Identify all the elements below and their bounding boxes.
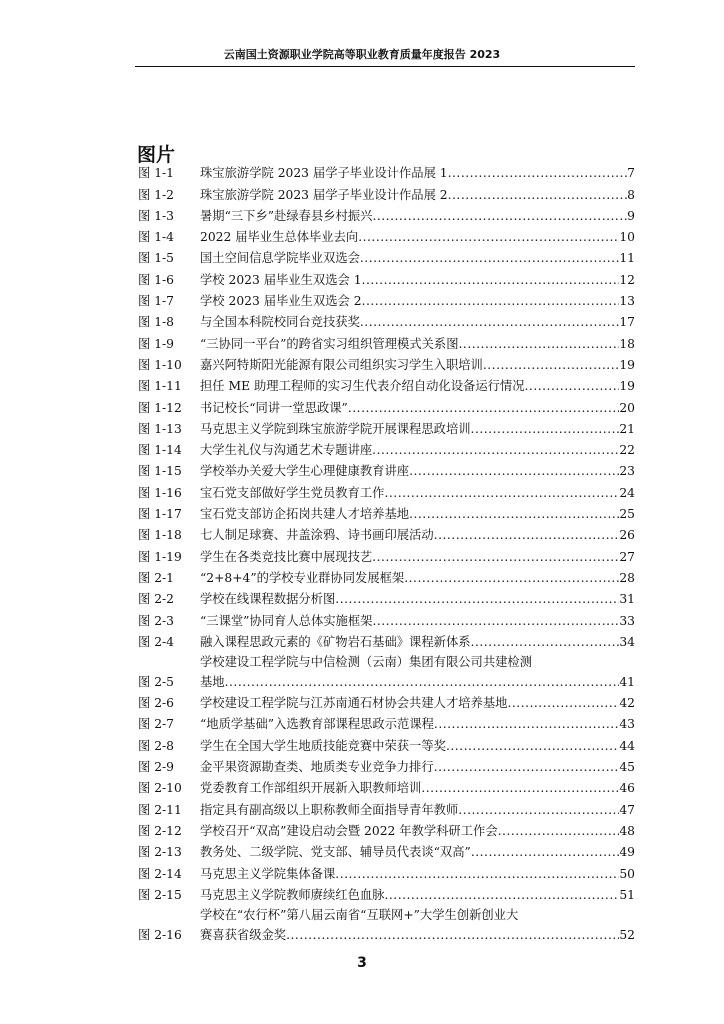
figure-number: 图 2-3	[138, 613, 175, 628]
leader-dots	[286, 925, 619, 945]
toc-entry[interactable]	[138, 905, 635, 945]
page-ref: 47	[619, 802, 635, 817]
figure-caption: 学生在各类竞技比赛中展现技艺	[200, 549, 373, 564]
figure-caption: “2+8+4”的学校专业群协同发展框架	[200, 570, 405, 585]
leader-dots	[404, 568, 619, 588]
leader-dots	[335, 864, 619, 884]
toc-entry[interactable]	[138, 162, 635, 183]
figure-number: 图 1-5	[138, 251, 175, 266]
figure-caption: 融入课程思政元素的《矿物岩石基础》课程新体系	[200, 634, 471, 649]
figure-caption: 学校在“农行杯”第八届云南省“互联网+”大学生创新创业大	[200, 907, 519, 922]
page-ref: 13	[619, 294, 635, 309]
leader-dots	[360, 312, 619, 332]
leader-dots	[362, 291, 620, 311]
figure-number: 图 1-13	[138, 421, 182, 436]
figure-number: 图 1-18	[138, 528, 182, 543]
leader-dots	[372, 206, 627, 226]
figure-caption: 学生在全国大学生地质技能竞赛中荣获一等奖	[200, 738, 446, 753]
toc-entry[interactable]	[138, 375, 635, 396]
figure-number: 图 1-17	[138, 507, 182, 522]
figure-number: 图 2-6	[138, 696, 175, 711]
toc-entry[interactable]	[138, 226, 635, 247]
figure-number: 图 1-16	[138, 485, 182, 500]
page-ref: 45	[619, 760, 635, 775]
figure-caption: 学校建设工程学院与江苏南通石材协会共建人才培养基地	[200, 696, 508, 711]
page-ref: 26	[619, 528, 635, 543]
toc-entry[interactable]	[138, 567, 635, 588]
page-ref: 28	[619, 570, 635, 585]
toc-entry[interactable]	[138, 820, 635, 841]
figure-number: 图 2-2	[138, 592, 175, 607]
leader-dots	[358, 227, 619, 247]
page-ref: 27	[619, 549, 635, 564]
page-ref: 34	[619, 634, 635, 649]
figure-caption: “三课堂”协同育人总体实施框架	[200, 613, 373, 628]
figure-number: 图 2-10	[138, 781, 182, 796]
figure-number: 图 1-3	[138, 208, 175, 223]
figure-number: 图 2-13	[138, 845, 182, 860]
figure-caption: 马克思主义学院教师赓续红色血脉	[200, 887, 385, 902]
figure-caption: 学校在线课程数据分析图	[200, 592, 336, 607]
page-ref: 50	[619, 866, 635, 881]
figure-caption: 珠宝旅游学院 2023 届学子毕业设计作品展 2	[200, 187, 448, 202]
figure-caption: 宝石党支部访企拓岗共建人才培养基地	[200, 507, 410, 522]
leader-dots	[225, 672, 620, 692]
figure-caption: 马克思主义学院到珠宝旅游学院开展课程思政培训	[200, 421, 471, 436]
figure-caption: 国土空间信息学院毕业双选会	[200, 251, 360, 266]
toc-entry[interactable]	[138, 481, 635, 502]
figure-number: 图 1-7	[138, 294, 175, 309]
figure-number: 图 2-9	[138, 760, 175, 775]
page-ref: 18	[619, 336, 635, 351]
figure-number: 图 1-1	[138, 166, 175, 181]
toc-entry[interactable]	[138, 205, 635, 226]
page-ref: 41	[619, 674, 635, 689]
toc-entry[interactable]	[138, 692, 635, 713]
running-header: 云南国土资源职业学院高等职业教育质量年度报告 2023	[223, 48, 501, 61]
page-ref: 7	[627, 166, 635, 181]
toc-entry[interactable]	[138, 503, 635, 524]
leader-dots	[459, 334, 620, 354]
leader-dots	[372, 440, 619, 460]
toc-entry[interactable]	[138, 756, 635, 777]
toc-entry[interactable]	[138, 524, 635, 545]
figure-caption: 学校 2023 届毕业生双选会 2	[200, 294, 362, 309]
leader-dots	[409, 504, 619, 524]
toc-entry[interactable]	[138, 652, 635, 692]
leader-dots	[434, 714, 619, 734]
figure-caption: 金平果资源勘查类、地质类专业竞争力排行	[200, 760, 434, 775]
figure-caption: 七人制足球赛、井盖涂鸦、诗书画印展活动	[200, 528, 434, 543]
leader-dots	[458, 800, 619, 820]
figure-number: 图 2-12	[138, 823, 182, 838]
figure-caption: 学校 2023 届毕业生双选会 1	[200, 272, 362, 287]
leader-dots	[335, 589, 619, 609]
leader-dots	[362, 270, 620, 290]
figure-number: 图 1-2	[138, 187, 175, 202]
page-ref: 42	[619, 696, 635, 711]
page-ref: 11	[619, 251, 635, 266]
toc-entry[interactable]	[138, 588, 635, 609]
figure-caption: 珠宝旅游学院 2023 届学子毕业设计作品展 1	[200, 166, 448, 181]
leader-dots	[446, 736, 619, 756]
toc-entry[interactable]	[138, 268, 635, 289]
page-ref: 22	[619, 443, 635, 458]
page-ref: 21	[619, 421, 635, 436]
figure-number: 图 1-15	[138, 464, 182, 479]
toc-entry[interactable]	[138, 841, 635, 862]
page-ref: 43	[619, 717, 635, 732]
leader-dots	[360, 248, 619, 268]
toc-entry[interactable]	[138, 290, 635, 311]
figure-caption: 2022 届毕业生总体毕业去向	[200, 230, 359, 245]
figure-number: 图 1-6	[138, 272, 175, 287]
figure-number: 图 2-4	[138, 634, 175, 649]
leader-dots	[448, 163, 628, 183]
figure-number: 图 1-8	[138, 315, 175, 330]
toc-entry[interactable]	[138, 545, 635, 566]
figure-number: 图 2-1	[138, 570, 175, 585]
figure-caption: 党委教育工作部组织开展新入职教师培训	[200, 781, 422, 796]
leader-dots	[525, 376, 620, 396]
page-ref: 25	[619, 507, 635, 522]
page-ref: 9	[627, 208, 635, 223]
leader-dots	[348, 398, 620, 418]
figure-number: 图 2-5	[138, 674, 175, 689]
leader-dots	[421, 778, 619, 798]
page-ref: 52	[619, 927, 635, 942]
figure-caption: 嘉兴阿特斯阳光能源有限公司组织实习学生入职培训	[200, 357, 483, 372]
page-ref: 24	[619, 485, 635, 500]
figure-number: 图 1-10	[138, 357, 182, 372]
leader-dots	[372, 611, 619, 631]
page-ref: 46	[619, 781, 635, 796]
figure-caption: 大学生礼仪与沟通艺术专题讲座	[200, 443, 373, 458]
figure-caption: 学校举办关爱大学生心理健康教育讲座	[200, 464, 410, 479]
toc-entry[interactable]	[138, 183, 635, 204]
figure-caption: “三协同一平台”的跨省实习组织管理模式关系图	[200, 336, 459, 351]
toc-entry[interactable]	[138, 713, 635, 734]
figure-caption-cont: 赛喜获省级金奖	[200, 927, 287, 942]
header-rule	[135, 66, 635, 67]
leader-dots	[434, 525, 620, 545]
figure-number: 图 1-12	[138, 400, 182, 415]
leader-dots	[471, 419, 620, 439]
page-ref: 51	[619, 887, 635, 902]
figure-list	[138, 162, 635, 945]
figure-number: 图 1-9	[138, 336, 175, 351]
toc-entry[interactable]	[138, 734, 635, 755]
figure-number: 图 2-11	[138, 802, 182, 817]
page-ref: 31	[619, 592, 635, 607]
page-number: 3	[357, 955, 367, 971]
toc-entry[interactable]	[138, 777, 635, 798]
leader-dots	[372, 547, 619, 567]
leader-dots	[507, 693, 619, 713]
figure-number: 图 2-14	[138, 866, 182, 881]
page-ref: 10	[619, 230, 635, 245]
toc-entry[interactable]	[138, 311, 635, 332]
figure-number: 图 2-16	[138, 927, 182, 942]
leader-dots	[434, 757, 620, 777]
figure-caption: 指定具有副高级以上职称教师全面指导青年教师	[200, 802, 459, 817]
figure-caption: 书记校长“同讲一堂思政课”	[200, 400, 348, 415]
figure-number: 图 2-8	[138, 738, 175, 753]
toc-entry[interactable]	[138, 418, 635, 439]
page-ref: 17	[619, 315, 635, 330]
page-ref: 44	[619, 738, 635, 753]
page-ref: 19	[619, 379, 635, 394]
figure-caption-cont: 基地	[200, 674, 225, 689]
leader-dots	[409, 461, 619, 481]
toc-entry[interactable]	[138, 460, 635, 481]
page-ref: 19	[619, 357, 635, 372]
figure-caption: 与全国本科院校同台竞技获奖	[200, 315, 360, 330]
page-ref: 23	[619, 464, 635, 479]
leader-dots	[384, 483, 619, 503]
toc-entry[interactable]	[138, 332, 635, 353]
toc-entry[interactable]	[138, 884, 635, 905]
toc-entry[interactable]	[138, 354, 635, 375]
leader-dots	[471, 842, 620, 862]
figure-number: 图 1-14	[138, 443, 182, 458]
leader-dots	[471, 632, 620, 652]
section-title: 图片	[137, 144, 176, 166]
figure-number: 图 1-19	[138, 549, 182, 564]
figure-caption: 暑期“三下乡”赴绿春县乡村振兴	[200, 208, 373, 223]
figure-number: 图 1-4	[138, 230, 175, 245]
figure-number: 图 1-11	[138, 379, 182, 394]
toc-entry[interactable]	[138, 798, 635, 819]
figure-number: 图 2-7	[138, 717, 175, 732]
page-ref: 20	[619, 400, 635, 415]
figure-number: 图 2-15	[138, 887, 182, 902]
page-ref: 49	[619, 845, 635, 860]
figure-caption: 教务处、二级学院、党支部、辅导员代表谈“双高”	[200, 845, 471, 860]
leader-dots	[483, 355, 620, 375]
figure-caption: “地质学基础”入选教育部课程思政示范课程	[200, 717, 434, 732]
leader-dots	[384, 885, 619, 905]
page-ref: 48	[619, 823, 635, 838]
page-ref: 12	[619, 272, 635, 287]
figure-caption: 宝石党支部做好学生党员教育工作	[200, 485, 385, 500]
page-ref: 33	[619, 613, 635, 628]
figure-caption: 学校建设工程学院与中信检测（云南）集团有限公司共建检测	[200, 654, 533, 669]
toc-entry[interactable]	[138, 631, 635, 652]
page-ref: 8	[627, 187, 635, 202]
figure-caption: 学校召开“双高”建设启动会暨 2022 年教学科研工作会	[200, 823, 498, 838]
leader-dots	[498, 821, 620, 841]
toc-entry[interactable]	[138, 862, 635, 883]
toc-entry[interactable]	[138, 609, 635, 630]
leader-dots	[448, 185, 628, 205]
figure-caption: 马克思主义学院集体备课	[200, 866, 336, 881]
figure-caption: 担任 ME 助理工程师的实习生代表介绍自动化设备运行情况	[200, 379, 525, 394]
toc-entry[interactable]	[138, 439, 635, 460]
toc-entry[interactable]	[138, 247, 635, 268]
toc-entry[interactable]	[138, 396, 635, 417]
